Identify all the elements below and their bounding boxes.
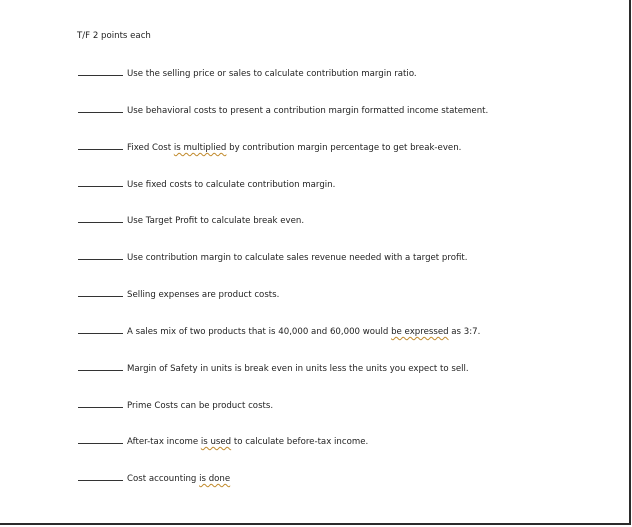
question-1	[78, 66, 417, 80]
grammar-flagged-phrase[interactable]: is done	[199, 474, 231, 484]
question-11	[78, 434, 368, 448]
question-text-start: After-tax income	[127, 437, 201, 447]
answer-blank[interactable]	[78, 177, 123, 187]
answer-blank[interactable]	[78, 398, 123, 408]
question-4	[78, 177, 335, 191]
question-text	[127, 141, 461, 155]
question-text-end: to calculate before-tax income.	[231, 437, 369, 447]
question-10	[78, 398, 273, 412]
grammar-flagged-phrase[interactable]: is multiplied	[173, 143, 227, 153]
answer-blank[interactable]	[78, 140, 123, 150]
question-text	[127, 435, 368, 449]
question-text-end: as 3:7.	[448, 327, 481, 337]
page-heading: T/F 2 points each	[77, 31, 151, 41]
answer-blank[interactable]	[78, 361, 123, 371]
answer-blank[interactable]	[78, 324, 123, 334]
question-text: Prime Costs can be product costs.	[127, 401, 274, 411]
grammar-flagged-phrase[interactable]: be expressed	[391, 327, 449, 337]
question-text-end: by contribution margin percentage to get break-even.	[226, 143, 462, 153]
answer-blank[interactable]	[78, 434, 123, 444]
question-7	[78, 287, 279, 301]
question-text: Use the selling price or sales to calculate contribution margin ratio.	[127, 69, 417, 79]
question-6	[78, 250, 467, 264]
question-2	[78, 103, 488, 117]
answer-blank[interactable]	[78, 213, 123, 223]
question-text: Use behavioral costs to present a contribution margin formatted income statement.	[127, 106, 489, 116]
question-text: Selling expenses are product costs.	[127, 290, 280, 300]
question-text: Use Target Profit to calculate break even.	[127, 216, 305, 226]
answer-blank[interactable]	[78, 103, 123, 113]
question-text-start: Fixed Cost	[127, 143, 174, 153]
question-5	[78, 213, 304, 227]
answer-blank[interactable]	[78, 66, 123, 76]
question-8	[78, 324, 480, 338]
question-text-start: A sales mix of two products that is 40,000 and 60,000 would	[127, 327, 392, 337]
question-text: Use contribution margin to calculate sales revenue needed with a target profit.	[127, 253, 468, 263]
answer-blank[interactable]	[78, 287, 123, 297]
question-text-start: Cost accounting	[127, 474, 200, 484]
question-text: Margin of Safety in units is break even in units less the units you expect to sell.	[127, 364, 469, 374]
question-text	[127, 325, 480, 339]
question-3	[78, 140, 461, 154]
answer-blank[interactable]	[78, 471, 123, 481]
grammar-flagged-phrase[interactable]: is used	[200, 437, 232, 447]
question-12	[78, 471, 230, 485]
answer-blank[interactable]	[78, 250, 123, 260]
question-9	[78, 361, 469, 375]
question-text	[127, 472, 230, 486]
question-text: Use fixed costs to calculate contribution margin.	[127, 180, 336, 190]
